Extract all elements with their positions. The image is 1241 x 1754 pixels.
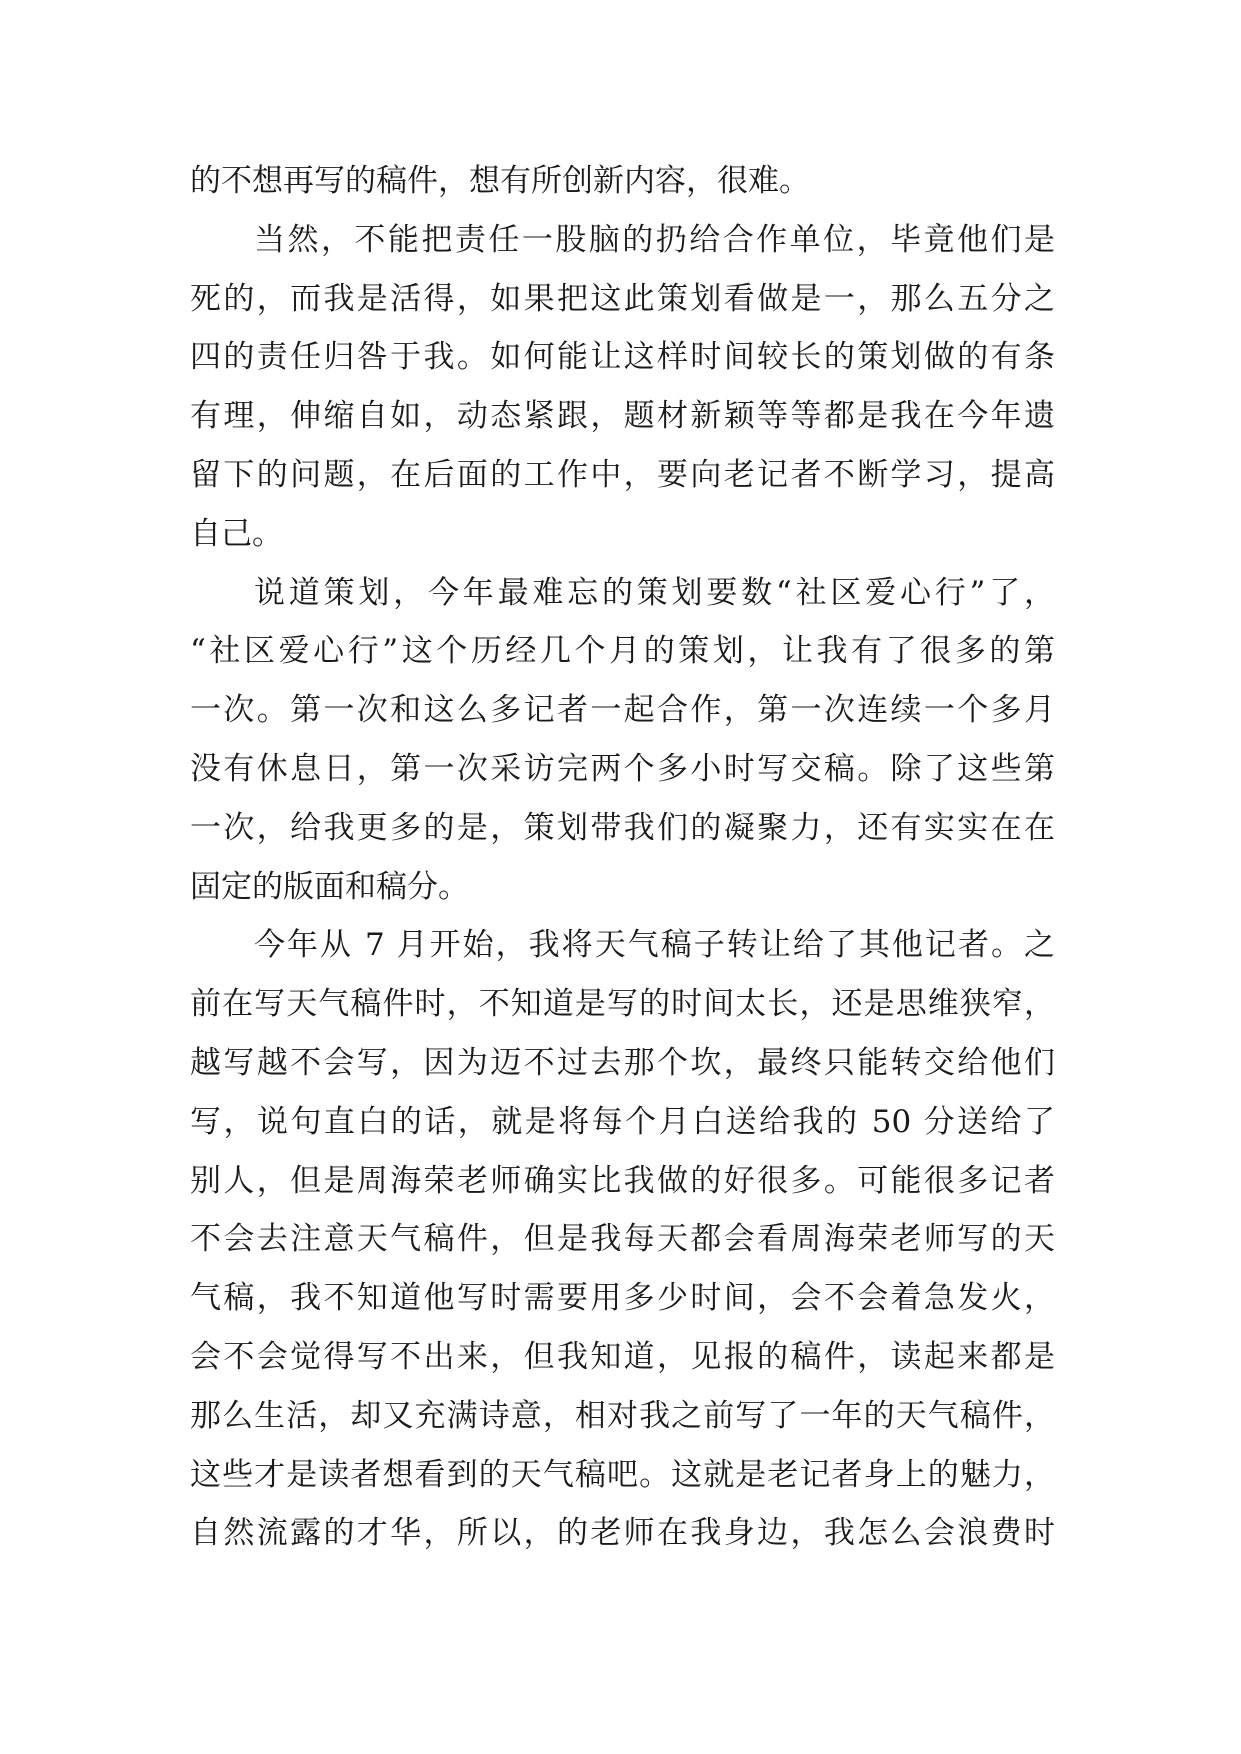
text-line: 一次，给我更多的是，策划带我们的凝聚力，还有实实在在 — [190, 809, 1055, 846]
text-line: 当然，不能把责任一股脑的扔给合作单位，毕竟他们是 — [254, 221, 1055, 258]
text-line: 固定的版面和稿分。 — [190, 868, 469, 905]
text-line: 说道策划，今年最难忘的策划要数“社区爱心行”了， — [254, 574, 1055, 611]
text-line: 留下的问题，在后面的工作中，要向老记者不断学习，提高 — [190, 456, 1055, 493]
text-line: 气稿，我不知道他写时需要用多少时间，会不会着急发火， — [190, 1280, 1055, 1317]
text-line: 这些才是读者想看到的天气稿吧。这就是老记者身上的魅力， — [190, 1456, 1055, 1493]
text-line: 自己。 — [190, 515, 283, 552]
text-line: 一次。第一次和这么多记者一起合作，第一次连续一个多月 — [190, 692, 1055, 729]
text-line: 自然流露的才华，所以，的老师在我身边，我怎么会浪费时 — [190, 1515, 1055, 1552]
text-line: 有理，伸缩自如，动态紧跟，题材新颖等等都是我在今年遗 — [190, 398, 1055, 435]
text-line: 不会去注意天气稿件，但是我每天都会看周海荣老师写的天 — [190, 1221, 1055, 1258]
text-line: 今年从 7 月开始，我将天气稿子转让给了其他记者。之 — [254, 927, 1055, 964]
text-line: 会不会觉得写不出来，但我知道，见报的稿件，读起来都是 — [190, 1338, 1055, 1375]
text-line: 四的责任归咎于我。如何能让这样时间较长的策划做的有条 — [190, 339, 1055, 376]
text-line: 死的，而我是活得，如果把这此策划看做是一，那么五分之 — [190, 280, 1055, 317]
text-line: 别人，但是周海荣老师确实比我做的好很多。可能很多记者 — [190, 1162, 1055, 1199]
text-line: 的不想再写的稿件，想有所创新内容，很难。 — [190, 163, 810, 199]
text-line: 没有休息日，第一次采访完两个多小时写交稿。除了这些第 — [190, 750, 1055, 787]
text-line: 越写越不会写，因为迈不过去那个坎，最终只能转交给他们 — [190, 1044, 1055, 1081]
text-line: “社区爱心行”这个历经几个月的策划，让我有了很多的第 — [190, 633, 1055, 670]
text-line: 写，说句直白的话，就是将每个月白送给我的 50 分送给了 — [190, 1103, 1055, 1140]
text-line: 前在写天气稿件时，不知道是写的时间太长，还是思维狭窄， — [190, 986, 1055, 1023]
body-text — [190, 152, 1055, 1563]
text-line: 那么生活，却又充满诗意，相对我之前写了一年的天气稿件， — [190, 1397, 1055, 1434]
